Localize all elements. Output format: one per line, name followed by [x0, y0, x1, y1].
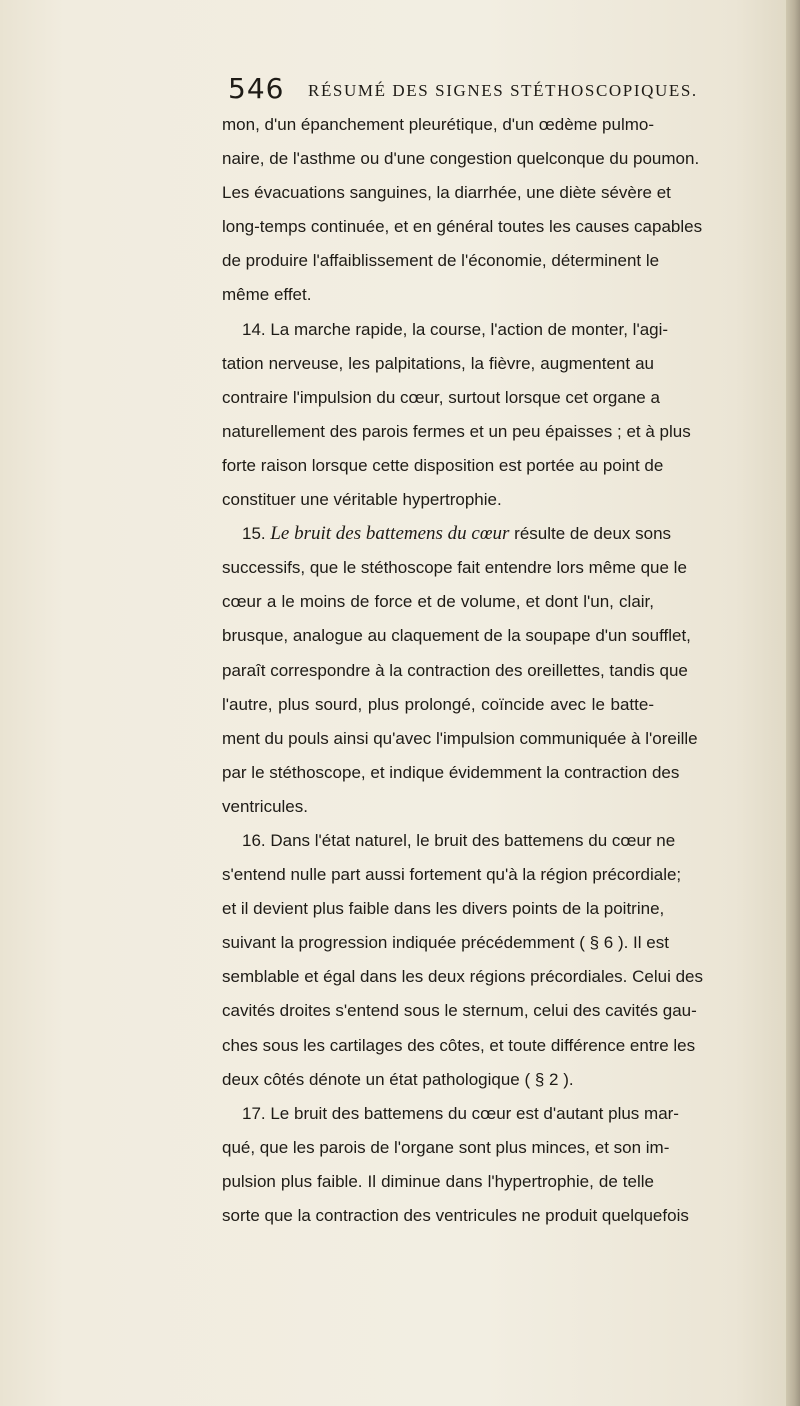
text-line: mon, d'un épanchement pleurétique, d'un œdème pulmo-: [222, 115, 654, 134]
page-header: [228, 72, 698, 112]
text-line: successifs, que le stéthoscope fait entendre lors même que le: [222, 558, 687, 578]
paragraph-16: [222, 824, 704, 1097]
paragraph-continuation: [222, 108, 703, 313]
text-line: même effet.: [222, 285, 312, 305]
paragraph-number: 15.: [242, 524, 271, 544]
body-text: [222, 108, 704, 1233]
italic-term: Le bruit des battemens du cœur: [270, 523, 510, 545]
paragraph-17: [222, 1097, 689, 1233]
text-line: ment du pouls ainsi qu'avec l'impulsion communiquée à l'oreille: [222, 728, 698, 748]
running-head: RÉSUMÉ DES SIGNES STÉTHOSCOPIQUES.: [308, 81, 698, 100]
text-line: cœur a le moins de force et de volume, et dont l'un, clair,: [222, 592, 654, 612]
text-line: semblable et égal dans les deux régions précordiales. Celui des: [222, 967, 704, 987]
text-line: 17. Le bruit des battemens du cœur est d'autant plus mar-: [242, 1103, 679, 1123]
text-line: l'autre, plus sourd, plus prolongé, coïncide avec le batte-: [222, 694, 654, 714]
text-line: naire, de l'asthme ou d'une congestion quelconque du poumon.: [222, 149, 700, 169]
text-line: cavités droites s'entend sous le sternum, celui des cavités gau-: [222, 1001, 697, 1021]
text-line: sorte que la contraction des ventricules ne produit quelquefois: [222, 1206, 689, 1225]
text-line: [222, 517, 672, 551]
text-run: résulte de deux sons: [509, 524, 672, 544]
text-line: naturellement des parois fermes et un peu épaisses ; et à plus: [222, 421, 691, 441]
page-edge: [786, 0, 800, 1406]
text-line: ventricules.: [222, 796, 308, 816]
text-line: de produire l'affaiblissement de l'économie, déterminent le: [222, 251, 660, 271]
text-line: paraît correspondre à la contraction des oreillettes, tandis que: [222, 660, 688, 680]
text-line: 16. Dans l'état naturel, le bruit des battemens du cœur ne: [242, 830, 676, 850]
text-line: deux côtés dénote un état pathologique ( § 2 ).: [222, 1069, 574, 1089]
text-line: et il devient plus faible dans les divers points de la poitrine,: [222, 899, 665, 919]
text-line: 14. La marche rapide, la course, l'action de monter, l'agi-: [242, 319, 669, 339]
text-line: ches sous les cartilages des côtes, et toute différence entre les: [222, 1035, 696, 1055]
text-line: qué, que les parois de l'organe sont plus minces, et son im-: [222, 1137, 670, 1157]
text-line: brusque, analogue au claquement de la soupape d'un soufflet,: [222, 626, 691, 646]
text-line: s'entend nulle part aussi fortement qu'à la région précordiale;: [222, 865, 682, 885]
text-line: tation nerveuse, les palpitations, la fièvre, augmentent au: [222, 353, 654, 373]
page-number: 546: [228, 72, 285, 105]
text-line: Les évacuations sanguines, la diarrhée, une diète sévère et: [222, 183, 671, 203]
text-line: long-temps continuée, et en général toutes les causes capables: [222, 217, 703, 237]
text-line: contraire l'impulsion du cœur, surtout lorsque cet organe a: [222, 387, 660, 407]
paragraph-14: [222, 313, 691, 518]
text-line: suivant la progression indiquée précédemment ( § 6 ). Il est: [222, 933, 669, 953]
text-line: forte raison lorsque cette disposition est portée au point de: [222, 455, 664, 475]
paragraph-15: [222, 517, 698, 824]
text-line: par le stéthoscope, et indique évidemment la contraction des: [222, 762, 680, 782]
text-line: constituer une véritable hypertrophie.: [222, 490, 502, 510]
text-line: pulsion plus faible. Il diminue dans l'hypertrophie, de telle: [222, 1171, 654, 1191]
